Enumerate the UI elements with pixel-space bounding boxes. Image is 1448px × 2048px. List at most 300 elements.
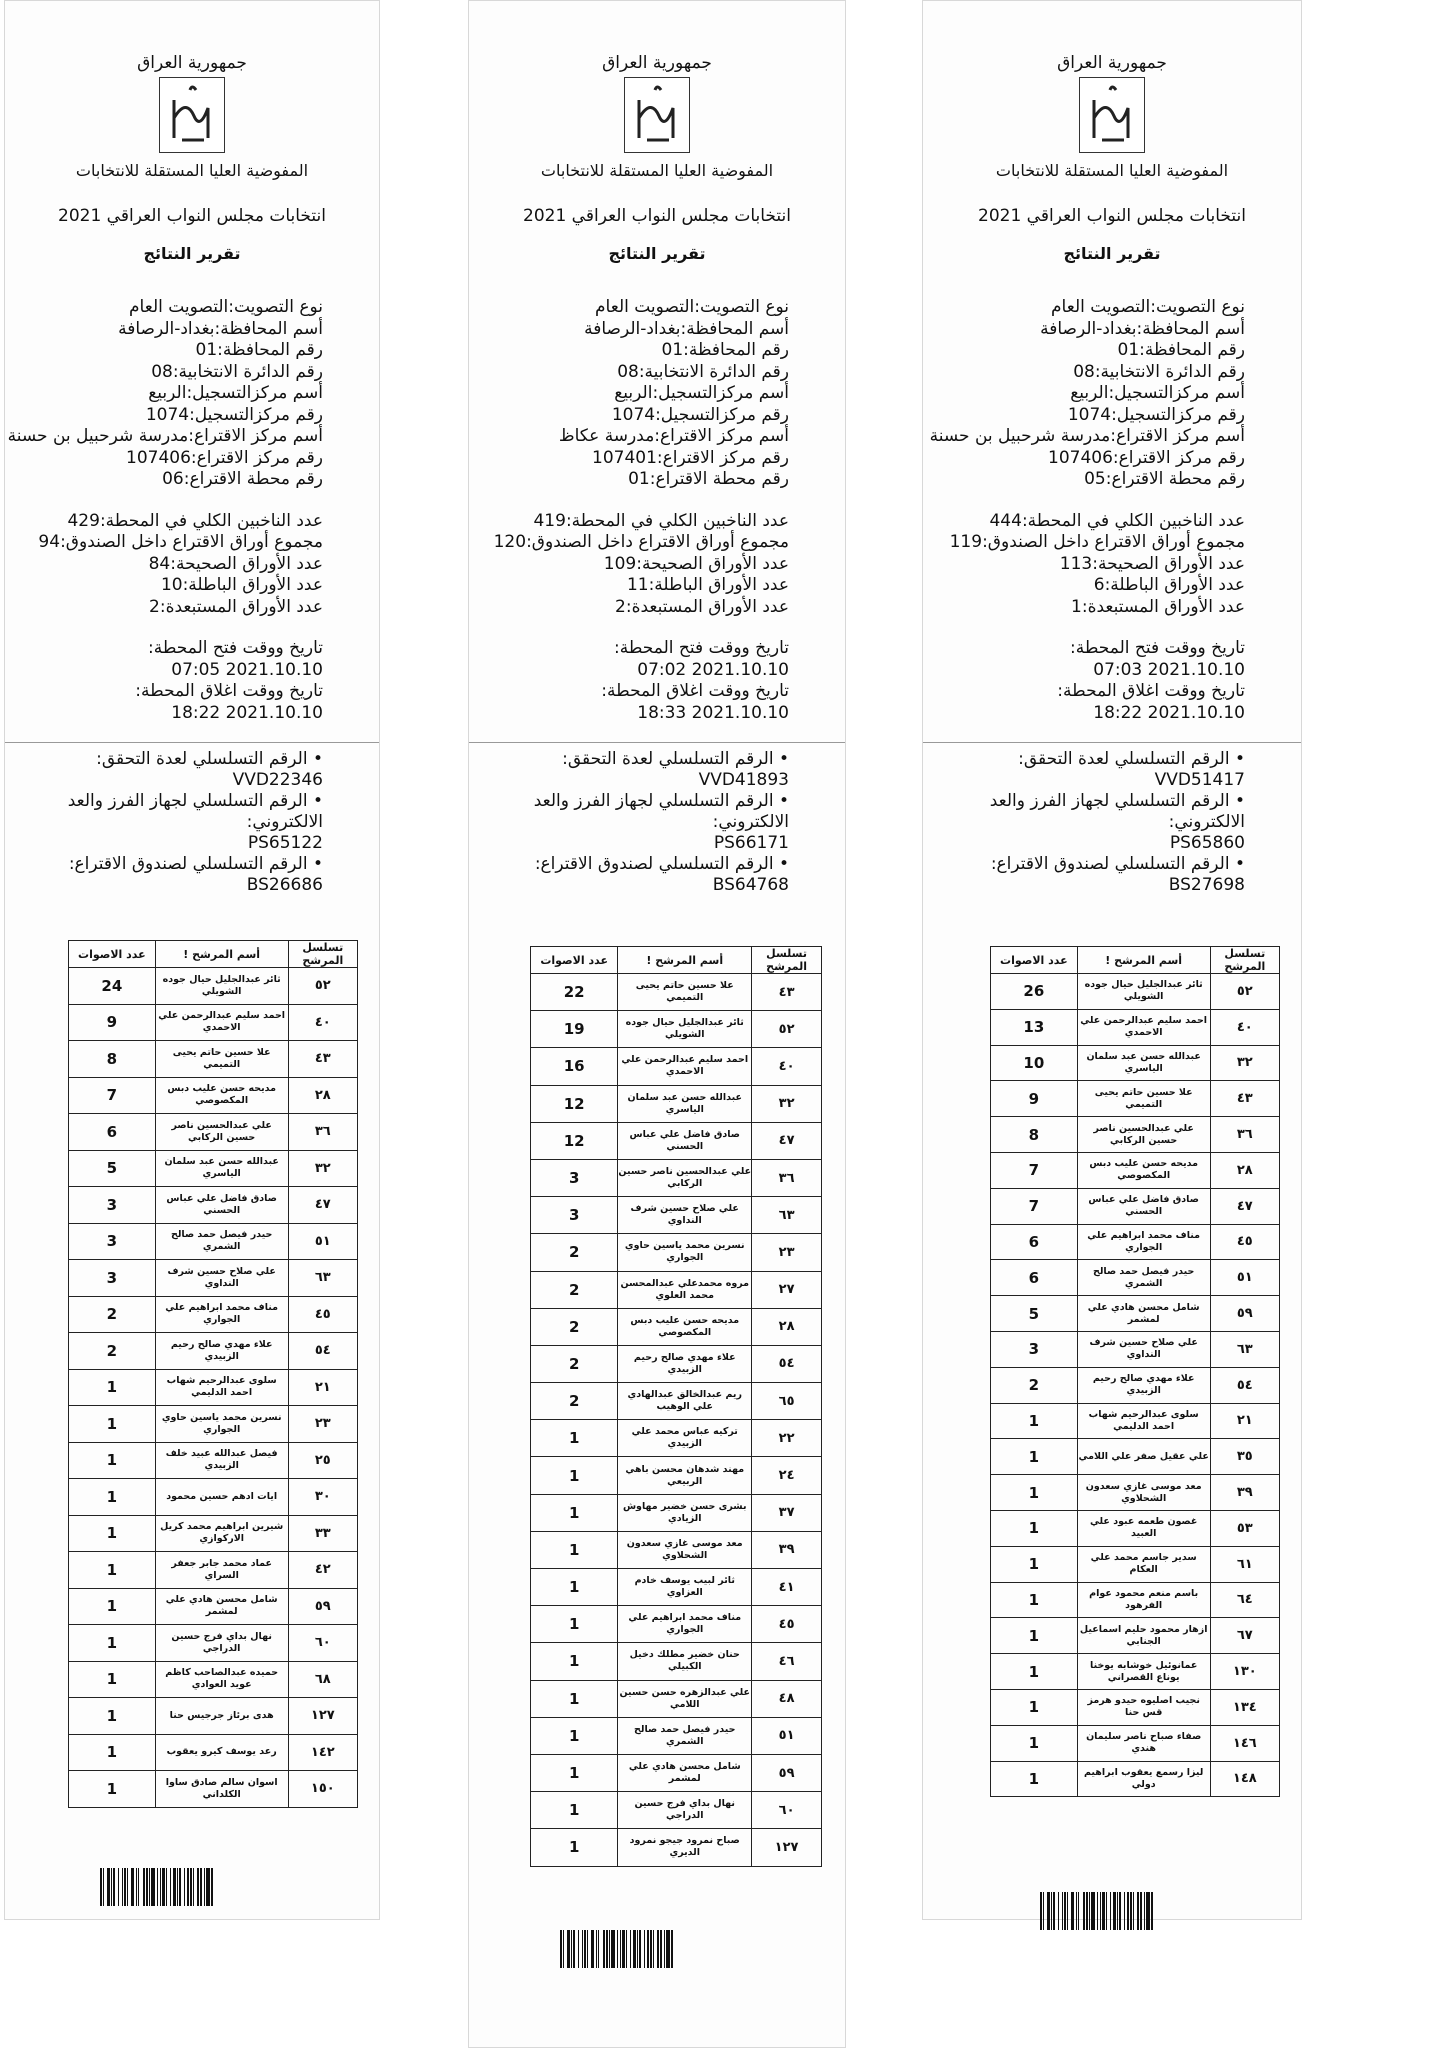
serial-value: PS66171 — [713, 833, 789, 853]
candidate-serial: ٢١ — [1210, 1403, 1279, 1439]
candidate-row — [991, 1510, 1280, 1546]
serial-value: PS65860 — [1169, 833, 1245, 853]
candidate-serial: ٢٨ — [288, 1077, 357, 1114]
report-title: تقرير النتائج — [1063, 244, 1161, 263]
time-value: 2021.10.10 18:33 — [637, 702, 789, 723]
candidate-serial: ٤٧ — [752, 1122, 822, 1159]
election-title: انتخابات مجلس النواب العراقي 2021 — [58, 206, 326, 226]
candidate-name: نسرين محمد ياسين حاوي الجواري — [155, 1406, 288, 1443]
candidate-name: حنان خضير مطلك دخيل الكبيلي — [618, 1643, 752, 1680]
results-body — [991, 974, 1280, 1797]
candidate-votes: 1 — [69, 1625, 156, 1662]
candidate-row — [991, 1081, 1280, 1117]
candidate-name: علي عبدالحسين ناصر حسين الركابي — [1077, 1117, 1210, 1153]
candidate-votes: 3 — [69, 1260, 156, 1297]
candidate-serial: ٤٢ — [288, 1552, 357, 1589]
candidate-name: مناف محمد ابراهيم علي الجواري — [618, 1606, 752, 1643]
candidate-name: معد موسى غازي سعدون الشحلاوي — [1077, 1475, 1210, 1511]
candidate-name: مديحه حسن عليب دبس المكصوصي — [155, 1077, 288, 1114]
count-line: عدد الأوراق الصحيحة:84 — [148, 553, 323, 574]
candidate-votes: 1 — [531, 1457, 618, 1494]
candidate-row — [991, 1152, 1280, 1188]
candidate-name: عماد محمد جابر جعفر السراي — [155, 1552, 288, 1589]
candidate-votes: 13 — [991, 1009, 1078, 1045]
candidate-serial: ٥٤ — [1210, 1367, 1279, 1403]
candidate-row — [991, 1009, 1280, 1045]
station-times — [469, 638, 845, 724]
station-times — [5, 638, 379, 724]
candidate-name: مديحه حسن عليب دبس المكصوصي — [618, 1308, 752, 1345]
candidate-row — [531, 1531, 822, 1568]
candidate-serial: ١٢٧ — [752, 1829, 822, 1866]
col-serial-header: تسلسل المرشح — [288, 941, 357, 968]
candidate-serial: ٥٢ — [752, 1011, 822, 1048]
candidate-row — [69, 1406, 358, 1443]
candidate-serial: ٣٠ — [288, 1479, 357, 1516]
candidate-row — [991, 1654, 1280, 1690]
candidate-name: ليزا رسمع يعقوب ابراهيم دولي — [1077, 1761, 1210, 1797]
candidate-name: حميده عبدالصاحب كاظم عويد العوادي — [155, 1661, 288, 1698]
candidate-name: علاء مهدي صالح رحيم الزبيدي — [1077, 1367, 1210, 1403]
info-line: رقم المحافظة:01 — [1117, 340, 1245, 360]
candidate-name: ثائر لبيب يوسف خادم العزاوي — [618, 1569, 752, 1606]
results-body — [69, 968, 358, 1808]
candidate-serial: ١٤٨ — [1210, 1761, 1279, 1797]
serial-value: VVD51417 — [1154, 770, 1245, 790]
col-votes-header: عدد الاصوات — [69, 941, 156, 968]
candidate-serial: ٦١ — [1210, 1546, 1279, 1582]
serial-value: VVD41893 — [698, 770, 789, 790]
commission-name: المفوضية العليا المستقلة للانتخابات — [75, 161, 309, 180]
candidate-serial: ٥٩ — [1210, 1296, 1279, 1332]
candidate-name: سلوى عبدالرحيم شهاب احمد الدليمي — [155, 1369, 288, 1406]
candidate-votes: 2 — [531, 1308, 618, 1345]
candidate-votes: 16 — [531, 1048, 618, 1085]
candidate-serial: ١٤٢ — [288, 1734, 357, 1771]
col-name-header: أسم المرشح ! — [1077, 947, 1210, 974]
candidate-name: شامل محسن هادي علي لمشمر — [155, 1588, 288, 1625]
candidate-votes: 19 — [531, 1011, 618, 1048]
candidate-serial: ٣٦ — [1210, 1117, 1279, 1153]
candidate-votes: 1 — [69, 1734, 156, 1771]
candidate-votes: 12 — [531, 1122, 618, 1159]
device-serials — [469, 742, 845, 896]
election-title: انتخابات مجلس النواب العراقي 2021 — [978, 206, 1246, 226]
candidate-name: ثائر عبدالجليل حيال جوده الشويلي — [618, 1011, 752, 1048]
candidate-serial: ٤٧ — [288, 1187, 357, 1224]
candidate-serial: ١٤٦ — [1210, 1725, 1279, 1761]
info-line: أسم مركزالتسجيل:الربيع — [1070, 383, 1245, 403]
serial-label: • الرقم التسلسلي لجهاز الفرز والعد الالكتروني: — [989, 791, 1245, 832]
serial-value: BS26686 — [246, 875, 323, 895]
candidate-serial: ٦٤ — [1210, 1582, 1279, 1618]
candidate-votes: 3 — [991, 1331, 1078, 1367]
candidate-name: علاء مهدي صالح رحيم الزبيدي — [618, 1345, 752, 1382]
candidate-votes: 3 — [531, 1197, 618, 1234]
candidate-name: صادق فاضل علي عباس الحسني — [1077, 1188, 1210, 1224]
candidate-name: علي عبدالحسين ناصر حسين الركابي — [618, 1159, 752, 1196]
candidate-votes: 1 — [531, 1494, 618, 1531]
report-title: تقرير النتائج — [608, 244, 706, 263]
candidate-votes: 1 — [531, 1754, 618, 1791]
candidate-votes: 1 — [69, 1406, 156, 1443]
candidate-votes: 24 — [69, 968, 156, 1005]
col-votes-header: عدد الاصوات — [531, 947, 618, 974]
candidate-name: عبدالله حسن عبد سلمان الياسري — [618, 1085, 752, 1122]
commission-emblem — [624, 77, 690, 153]
candidate-row — [531, 1159, 822, 1196]
candidate-serial: ٣٢ — [1210, 1045, 1279, 1081]
time-label: تاريخ ووقت اغلاق المحطة: — [601, 681, 789, 701]
count-line: مجموع أوراق الاقتراع داخل الصندوق:94 — [38, 532, 323, 552]
candidate-name: معد موسى غازي سعدون الشحلاوي — [618, 1531, 752, 1568]
candidate-serial: ٤٧ — [1210, 1188, 1279, 1224]
info-line: أسم المحافظة:بغداد-الرصافة — [118, 318, 323, 339]
candidate-row — [69, 1734, 358, 1771]
candidate-name: بشرى حسن خضير مهاوش الزيادي — [618, 1494, 752, 1531]
candidate-row — [69, 1333, 358, 1370]
candidate-serial: ٦٣ — [752, 1197, 822, 1234]
candidate-row — [991, 974, 1280, 1010]
col-votes-header: عدد الاصوات — [991, 947, 1078, 974]
barcode — [1040, 1892, 1260, 1930]
candidate-votes: 1 — [531, 1680, 618, 1717]
candidate-serial: ٣٦ — [752, 1159, 822, 1196]
info-line: رقم محطة الاقتراع:01 — [628, 469, 789, 489]
candidate-row — [531, 1308, 822, 1345]
candidate-serial: ٢٣ — [752, 1234, 822, 1271]
ballot-counts — [469, 511, 845, 619]
time-label: تاريخ ووقت فتح المحطة: — [148, 638, 323, 658]
candidate-name: علي عقيل صفر علي اللامي — [1077, 1439, 1210, 1475]
candidate-row — [531, 1606, 822, 1643]
candidate-row — [991, 1224, 1280, 1260]
candidate-row — [991, 1188, 1280, 1224]
candidate-votes: 1 — [991, 1546, 1078, 1582]
candidate-votes: 9 — [991, 1081, 1078, 1117]
candidate-serial: ٥٩ — [752, 1754, 822, 1791]
candidate-serial: ٤٥ — [1210, 1224, 1279, 1260]
candidate-votes: 2 — [531, 1271, 618, 1308]
receipt-header — [923, 53, 1301, 263]
candidate-serial: ٤٣ — [1210, 1081, 1279, 1117]
candidate-votes: 10 — [991, 1045, 1078, 1081]
candidate-row — [69, 1588, 358, 1625]
count-line: عدد الناخبين الكلي في المحطة:419 — [533, 510, 789, 531]
candidate-serial: ٥٣ — [1210, 1510, 1279, 1546]
candidate-serial: ٢٧ — [752, 1271, 822, 1308]
candidate-votes: 1 — [531, 1531, 618, 1568]
candidate-serial: ٥٤ — [752, 1345, 822, 1382]
candidate-votes: 12 — [531, 1085, 618, 1122]
info-line: أسم مركز الاقتراع:مدرسة شرحبيل بن حسنة — [929, 426, 1245, 446]
candidate-name: عمانوئيل خوشابه يوخنا يوناع القصراني — [1077, 1654, 1210, 1690]
candidate-name: شيرين ابراهيم محمد كريل الاركوازي — [155, 1515, 288, 1552]
candidate-votes: 7 — [69, 1077, 156, 1114]
candidate-votes: 5 — [991, 1296, 1078, 1332]
candidate-serial: ٥٩ — [288, 1588, 357, 1625]
candidate-name: رعد يوسف كيرو يعقوب — [155, 1734, 288, 1771]
candidate-serial: ٤٦ — [752, 1643, 822, 1680]
candidate-row — [531, 1829, 822, 1866]
count-line: عدد الأوراق الصحيحة:113 — [1059, 553, 1245, 574]
info-line: رقم مركز الاقتراع:107401 — [592, 447, 789, 468]
candidate-row — [531, 1345, 822, 1382]
candidate-name: تركيه عباس محمد علي الزبيدي — [618, 1420, 752, 1457]
candidate-name: ازهار محمود حليم اسماعيل الجنابي — [1077, 1618, 1210, 1654]
candidate-serial: ٥١ — [288, 1223, 357, 1260]
candidate-votes: 1 — [991, 1475, 1078, 1511]
time-label: تاريخ ووقت فتح المحطة: — [614, 638, 789, 658]
candidate-serial: ٢٣ — [288, 1406, 357, 1443]
candidate-serial: ٤٠ — [1210, 1009, 1279, 1045]
results-table-middle — [530, 946, 822, 1867]
candidate-votes: 1 — [991, 1510, 1078, 1546]
candidate-serial: ٤١ — [752, 1569, 822, 1606]
serial-label: • الرقم التسلسلي لصندوق الاقتراع: — [990, 854, 1245, 874]
candidate-row — [991, 1475, 1280, 1511]
candidate-row — [69, 1223, 358, 1260]
candidate-name: نهال بداي فرج حسين الدراجي — [618, 1792, 752, 1829]
info-line: رقم المحافظة:01 — [195, 340, 323, 360]
candidate-name: فيصل عبدالله عبيد خلف الزبيدي — [155, 1442, 288, 1479]
candidate-serial: ٤٠ — [288, 1004, 357, 1041]
receipt-header — [5, 53, 379, 263]
candidate-votes: 1 — [991, 1689, 1078, 1725]
candidate-votes: 1 — [531, 1420, 618, 1457]
serial-label: • الرقم التسلسلي لصندوق الاقتراع: — [534, 854, 789, 874]
candidate-name: علا حسين حاتم يحيى التميمي — [155, 1041, 288, 1078]
candidate-row — [531, 974, 822, 1011]
count-line: مجموع أوراق الاقتراع داخل الصندوق:119 — [949, 532, 1245, 552]
candidate-votes: 8 — [991, 1117, 1078, 1153]
candidate-votes: 1 — [69, 1588, 156, 1625]
candidate-row — [531, 1420, 822, 1457]
info-line: رقم مركزالتسجيل:1074 — [1067, 404, 1245, 425]
candidate-votes: 1 — [69, 1515, 156, 1552]
candidate-row — [991, 1403, 1280, 1439]
candidate-serial: ٣٦ — [288, 1114, 357, 1151]
count-line: عدد الأوراق الباطلة:11 — [626, 575, 789, 595]
candidate-name: مديحه حسن عليب دبس المكصوصي — [1077, 1152, 1210, 1188]
serial-value: BS64768 — [712, 875, 789, 895]
candidate-row — [531, 1383, 822, 1420]
candidate-name: باسم منعم محمود عوام الفرهود — [1077, 1582, 1210, 1618]
barcode-bar — [213, 1868, 214, 1906]
serial-label: • الرقم التسلسلي لجهاز الفرز والعد الالكتروني: — [533, 791, 789, 832]
candidate-serial: ٦٥ — [752, 1383, 822, 1420]
candidate-votes: 2 — [69, 1333, 156, 1370]
col-name-header: أسم المرشح ! — [155, 941, 288, 968]
count-line: عدد الأوراق الصحيحة:109 — [603, 553, 789, 574]
candidate-row — [531, 1754, 822, 1791]
info-line: رقم مركزالتسجيل:1074 — [145, 404, 323, 425]
candidate-row — [69, 1296, 358, 1333]
candidate-votes: 1 — [991, 1582, 1078, 1618]
candidate-votes: 1 — [991, 1761, 1078, 1797]
election-title: انتخابات مجلس النواب العراقي 2021 — [523, 206, 791, 226]
candidate-votes: 6 — [69, 1114, 156, 1151]
serial-label: • الرقم التسلسلي لجهاز الفرز والعد الالكتروني: — [67, 791, 323, 832]
candidate-row — [69, 968, 358, 1005]
candidate-row — [69, 1150, 358, 1187]
candidate-row — [69, 1004, 358, 1041]
count-line: عدد الناخبين الكلي في المحطة:444 — [989, 510, 1245, 531]
candidate-name: شامل محسن هادي علي لمشمر — [1077, 1296, 1210, 1332]
device-serials — [5, 742, 379, 896]
candidate-row — [991, 1260, 1280, 1296]
candidate-row — [991, 1582, 1280, 1618]
candidate-name: علي صلاح حسين شرف النداوي — [155, 1260, 288, 1297]
candidate-row — [69, 1698, 358, 1735]
country-title: جمهورية العراق — [137, 53, 247, 73]
candidate-serial: ١٥٠ — [288, 1771, 357, 1808]
candidate-name: نجيب اصليوه حيدو هرمز قس حنا — [1077, 1689, 1210, 1725]
col-serial-header: تسلسل المرشح — [1210, 947, 1279, 974]
candidate-name: علي صلاح حسين شرف النداوي — [1077, 1331, 1210, 1367]
info-line: أسم مركز الاقتراع:مدرسة عكاظ — [558, 426, 789, 446]
candidate-votes: 6 — [991, 1260, 1078, 1296]
candidate-name: ايات ادهم حسين محمود — [155, 1479, 288, 1516]
candidate-name: علا حسين حاتم يحيى التميمي — [618, 974, 752, 1011]
info-line: رقم مركز الاقتراع:107406 — [1048, 447, 1245, 468]
candidate-row — [531, 1197, 822, 1234]
candidate-serial: ٥١ — [752, 1717, 822, 1754]
candidate-row — [991, 1045, 1280, 1081]
candidate-name: علا حسين حاتم يحيى التميمي — [1077, 1081, 1210, 1117]
candidate-row — [69, 1041, 358, 1078]
candidate-name: سدير جاسم محمد علي العكام — [1077, 1546, 1210, 1582]
time-label: تاريخ ووقت اغلاق المحطة: — [1057, 681, 1245, 701]
candidate-name: احمد سليم عبدالرحمن علي الاحمدي — [1077, 1009, 1210, 1045]
candidate-serial: ٥٤ — [288, 1333, 357, 1370]
info-line: رقم مركز الاقتراع:107406 — [126, 447, 323, 468]
candidate-name: علي صلاح حسين شرف النداوي — [618, 1197, 752, 1234]
candidate-row — [69, 1114, 358, 1151]
candidate-name: صادق فاضل علي عباس الحسني — [155, 1187, 288, 1224]
time-label: تاريخ ووقت فتح المحطة: — [1070, 638, 1245, 658]
candidate-serial: ٢٨ — [752, 1308, 822, 1345]
candidate-serial: ١٢٧ — [288, 1698, 357, 1735]
time-value: 2021.10.10 18:22 — [171, 702, 323, 723]
candidate-votes: 1 — [531, 1569, 618, 1606]
info-line: أسم مركز الاقتراع:مدرسة شرحبيل بن حسنة — [7, 426, 323, 446]
candidate-serial: ١٣٠ — [1210, 1654, 1279, 1690]
candidate-serial: ٤٠ — [752, 1048, 822, 1085]
ballot-counts — [923, 511, 1301, 619]
candidate-row — [69, 1661, 358, 1698]
candidate-serial: ٦٠ — [752, 1792, 822, 1829]
device-serials — [923, 742, 1301, 896]
candidate-votes: 1 — [531, 1606, 618, 1643]
results-table-left — [68, 940, 358, 1808]
count-line: عدد الناخبين الكلي في المحطة:429 — [67, 510, 323, 531]
candidate-name: صفاء صباح ناصر سليمان هندي — [1077, 1725, 1210, 1761]
time-value: 2021.10.10 07:02 — [637, 659, 789, 680]
candidate-serial: ٤٨ — [752, 1680, 822, 1717]
candidate-row — [69, 1187, 358, 1224]
info-line: أسم مركزالتسجيل:الربيع — [148, 383, 323, 403]
candidate-row — [991, 1331, 1280, 1367]
candidate-row — [531, 1643, 822, 1680]
country-title: جمهورية العراق — [602, 53, 712, 73]
candidate-name: نهال بداي فرج حسين الدراجي — [155, 1625, 288, 1662]
count-line: عدد الأوراق الباطلة:10 — [160, 575, 323, 595]
candidate-serial: ٢٨ — [1210, 1152, 1279, 1188]
candidate-votes: 1 — [991, 1439, 1078, 1475]
candidate-votes: 1 — [69, 1552, 156, 1589]
candidate-serial: ٤٣ — [752, 974, 822, 1011]
candidate-name: غصون طعمه عبود علي العبيد — [1077, 1510, 1210, 1546]
candidate-serial: ٥٢ — [1210, 974, 1279, 1010]
info-line: نوع التصويت:التصويت العام — [1051, 297, 1245, 317]
barcode — [100, 1868, 320, 1906]
candidate-row — [69, 1442, 358, 1479]
station-times — [923, 638, 1301, 724]
candidate-votes: 1 — [991, 1618, 1078, 1654]
col-name-header: أسم المرشح ! — [618, 947, 752, 974]
info-line: نوع التصويت:التصويت العام — [129, 297, 323, 317]
ballot-counts — [5, 511, 379, 619]
commission-emblem — [1079, 77, 1145, 153]
candidate-row — [531, 1234, 822, 1271]
candidate-name: مروه محمدعلي عبدالمحسن محمد العلوي — [618, 1271, 752, 1308]
report-title: تقرير النتائج — [143, 244, 241, 263]
candidate-serial: ٦٨ — [288, 1661, 357, 1698]
candidate-row — [531, 1048, 822, 1085]
info-line: رقم الدائرة الانتخابية:08 — [617, 361, 789, 382]
candidate-row — [531, 1680, 822, 1717]
candidate-votes: 3 — [531, 1159, 618, 1196]
candidate-row — [531, 1494, 822, 1531]
serial-value: PS65122 — [247, 833, 323, 853]
candidate-serial: ١٣٤ — [1210, 1689, 1279, 1725]
candidate-votes: 26 — [991, 974, 1078, 1010]
serial-label: • الرقم التسلسلي لعدة التحقق: — [1018, 749, 1245, 769]
count-line: مجموع أوراق الاقتراع داخل الصندوق:120 — [493, 532, 789, 552]
serial-value: VVD22346 — [232, 770, 323, 790]
candidate-name: مهند شدهان محسن باهي الربيعي — [618, 1457, 752, 1494]
candidate-row — [531, 1569, 822, 1606]
candidate-name: حيدر فيصل حمد صالح الشمري — [618, 1717, 752, 1754]
candidate-votes: 2 — [531, 1234, 618, 1271]
candidate-votes: 9 — [69, 1004, 156, 1041]
candidate-votes: 2 — [69, 1296, 156, 1333]
candidate-row — [531, 1792, 822, 1829]
candidate-votes: 1 — [69, 1479, 156, 1516]
candidate-votes: 1 — [991, 1403, 1078, 1439]
candidate-votes: 1 — [531, 1643, 618, 1680]
candidate-votes: 3 — [69, 1187, 156, 1224]
candidate-name: سلوى عبدالرحيم شهاب احمد الدليمي — [1077, 1403, 1210, 1439]
candidate-name: عبدالله حسن عبد سلمان الياسري — [155, 1150, 288, 1187]
candidate-serial: ٢٥ — [288, 1442, 357, 1479]
candidate-name: علي عبدالحسين ناصر حسين الركابي — [155, 1114, 288, 1151]
count-line: عدد الأوراق الباطلة:6 — [1093, 575, 1245, 595]
candidate-row — [991, 1296, 1280, 1332]
candidate-row — [69, 1515, 358, 1552]
candidate-name: صباح نمرود جيجو نمرود الديري — [618, 1829, 752, 1866]
info-line: أسم المحافظة:بغداد-الرصافة — [584, 318, 789, 339]
candidate-votes: 7 — [991, 1152, 1078, 1188]
candidate-name: حيدر فيصل حمد صالح الشمري — [1077, 1260, 1210, 1296]
info-line: رقم المحافظة:01 — [661, 340, 789, 360]
info-line: أسم مركزالتسجيل:الربيع — [614, 383, 789, 403]
candidate-name: ريم عبدالخالق عبدالهادي علي الوهيب — [618, 1383, 752, 1420]
info-line: نوع التصويت:التصويت العام — [595, 297, 789, 317]
barcode-bar — [1153, 1892, 1154, 1930]
candidate-serial: ٣٩ — [752, 1531, 822, 1568]
